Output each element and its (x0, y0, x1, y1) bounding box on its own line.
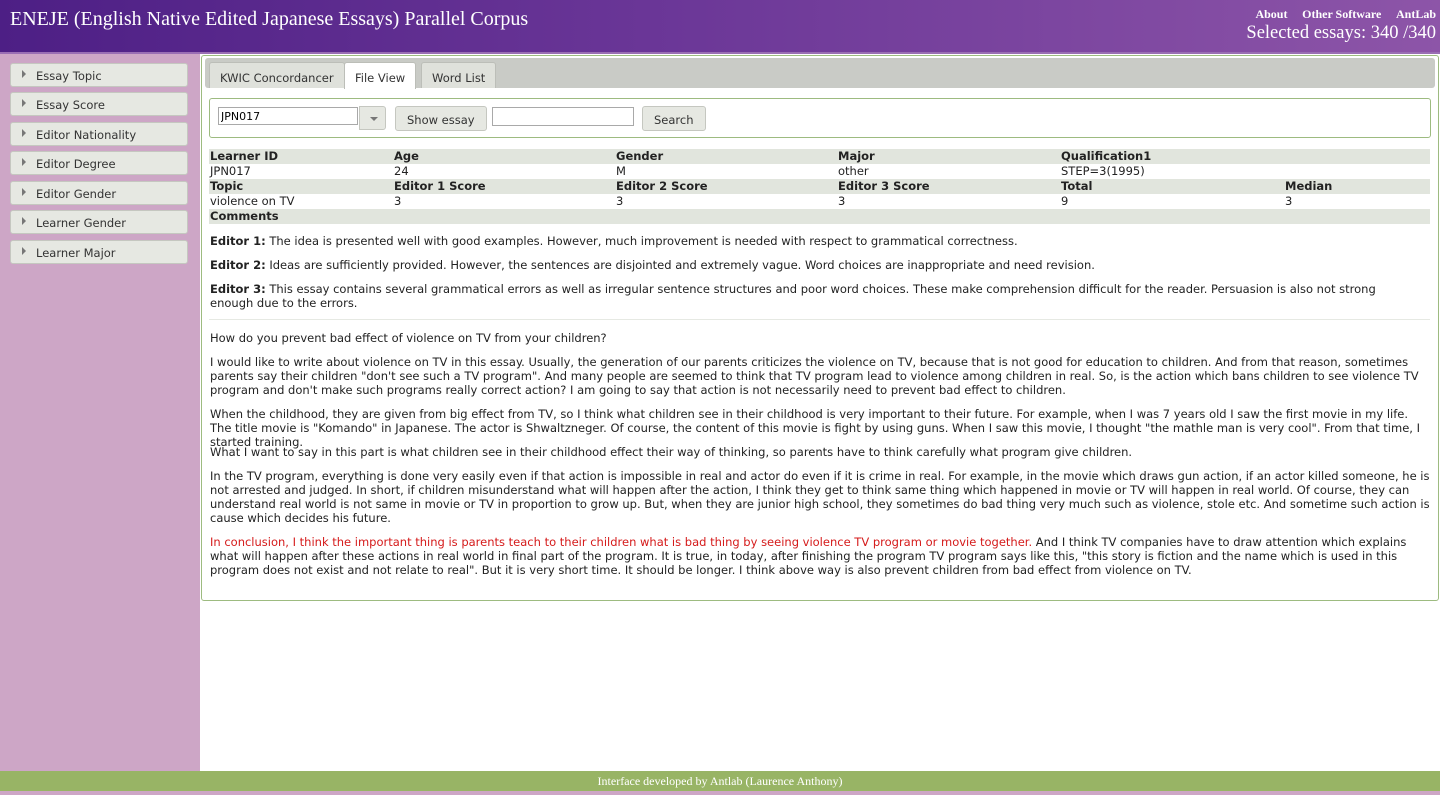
info-value-cell: other (838, 164, 869, 178)
info-value-cell: 24 (394, 164, 409, 178)
sidebar-item-label: Essay Score (36, 98, 105, 112)
info-header-cell: Topic (209, 179, 393, 194)
essay-paragraph-text: And I think TV companies have to draw attention which explains what will happen after these actions in real world in final part of the program. It is true, in today, after finishing the program TV program says like this, "this story is fiction and the name which is used in this program does not exist and not relate to real". But it is very short time. It should be longer. I think above way is also prevent children from bad effect from violence on TV. (210, 535, 1407, 577)
comments-header-row (209, 209, 1430, 224)
editor-comment-text: The idea is presented well with good examples. However, much improvement is needed with respect to grammatical correctness. (265, 234, 1018, 248)
info-value-cell: 3 (394, 194, 402, 208)
essay-paragraph (210, 535, 1430, 577)
info-header-cell: Editor 3 Score (837, 179, 1060, 194)
editor-comment (210, 234, 1420, 248)
editor-comments (209, 223, 1430, 320)
sidebar-item-label: Editor Nationality (36, 128, 137, 142)
essay-paragraph: How do you prevent bad effect of violence on TV from your children? (210, 331, 607, 345)
expand-arrow-icon (22, 129, 26, 137)
bottom-strip (0, 791, 1440, 795)
show-essay-button[interactable]: Show essay (395, 106, 487, 131)
sidebar-item-editor-gender[interactable] (10, 181, 188, 205)
tab-bar (205, 58, 1435, 88)
expand-arrow-icon (22, 70, 26, 78)
info-value-cell: STEP=3(1995) (1061, 164, 1145, 178)
about-link[interactable]: About (1255, 7, 1288, 21)
sidebar-item-learner-gender[interactable] (10, 210, 188, 234)
info-header-cell: Median (1284, 179, 1430, 194)
header-bar (0, 0, 1440, 54)
expand-arrow-icon (22, 99, 26, 107)
sidebar-item-label: Learner Gender (36, 216, 126, 230)
essay-paragraph: I would like to write about violence on TV in this essay. Usually, the generation of our parents criticizes the violence on TV, because that is not good for education to children. And from that reason, sometimes parents say their children "don't see such a TV program". And many people are seemed to think that TV program lead to violence among children in real. So, is the action which bans children to see violence TV program and don't make such programs really correct action? I am going to say that action is not necessarily need to prevent bad effect to children. (210, 355, 1419, 397)
selected-essays-count: Selected essays: 340 /340 (1246, 23, 1436, 43)
expand-arrow-icon (22, 188, 26, 196)
info-header-cell: Learner ID (209, 149, 393, 164)
essay-paragraph: In the TV program, everything is done very easily even if that action is impossible in real and actor do even if it is crime in real. For example, in the movie which draws gun action, if an actor killed someone, he is not arrested and judged. In short, if children misunderstand what will happen after the action, I think they get to think same thing which happened in movie or TV will happen in real world. Of course, they can understand real world is not same in movie or TV in proportion to grow up. But, when they are junior high school, they sometimes do bad thing very much such as violence, stole etc. And sometime such action is cause which decides his future. (210, 469, 1430, 525)
highlighted-sentence: In conclusion, I think the important thing is parents teach to their children what is bad thing by seeing violence TV program or movie together. (210, 535, 1033, 549)
footer: Interface developed by Antlab (Laurence Anthony) (0, 771, 1440, 791)
sidebar-item-editor-degree[interactable] (10, 151, 188, 175)
sidebar-item-editor-nationality[interactable] (10, 122, 188, 146)
editor-label: Editor 3: (210, 282, 266, 296)
info-value-row (209, 164, 1430, 179)
info-header-cell: Editor 1 Score (393, 179, 615, 194)
tab-kwic-concordancer[interactable]: KWIC Concordancer (209, 62, 345, 88)
essay-paragraph: When the childhood, they are given from big effect from TV, so I think what children see in their childhood is very important to their future. For example, when I was 7 years old I saw the first movie in my life. The title movie is "Komando" in Japanese. The actor is Shwaltzneger. Of course, the content of this movie is fight by using guns. When I saw this movie, I thought "the mathle man is very cool". From that time, I started training. (210, 407, 1420, 449)
essay-id-dropdown-button[interactable] (359, 106, 386, 130)
sidebar-item-label: Editor Degree (36, 157, 116, 171)
info-header-row (209, 179, 1430, 194)
editor-comment (210, 258, 1420, 272)
expand-arrow-icon (22, 217, 26, 225)
editor-label: Editor 1: (210, 234, 266, 248)
tab-word-list[interactable]: Word List (421, 62, 496, 88)
info-value-cell: 3 (1285, 194, 1293, 208)
info-header-cell: Editor 2 Score (615, 179, 837, 194)
expand-arrow-icon (22, 158, 26, 166)
info-value-cell: JPN017 (210, 164, 251, 178)
search-button[interactable]: Search (642, 106, 706, 131)
essay-info-table (209, 149, 1430, 224)
sidebar-item-essay-score[interactable] (10, 92, 188, 116)
editor-comment (210, 282, 1420, 310)
info-header-cell: Qualification1 (1060, 149, 1284, 164)
essay-id-combo-input[interactable] (218, 107, 358, 125)
tab-file-view[interactable]: File View (344, 62, 416, 89)
comments-header: Comments (209, 209, 1430, 224)
info-header-cell (1284, 149, 1430, 164)
info-value-cell (1284, 164, 1430, 179)
sidebar-item-label: Essay Topic (36, 69, 102, 83)
essay-paragraph: What I want to say in this part is what children see in their childhood effect their way of thinking, so parents have to think carefully what program give children. (210, 445, 1133, 459)
app-title: ENEJE (English Native Edited Japanese Essays) Parallel Corpus (10, 8, 529, 30)
sidebar-item-learner-major[interactable] (10, 240, 188, 264)
info-value-row (209, 194, 1430, 209)
info-value-cell: 3 (616, 194, 624, 208)
search-input[interactable] (492, 107, 634, 126)
editor-label: Editor 2: (210, 258, 266, 272)
antlab-link[interactable]: AntLab (1395, 7, 1436, 21)
editor-comment-text: This essay contains several grammatical errors as well as irregular sentence structures and poor word choices. These make comprehension difficult for the reader. Persuasion is also not strong enough due to the errors. (210, 282, 1376, 310)
info-value-cell: 3 (838, 194, 846, 208)
info-header-cell: Total (1060, 179, 1284, 194)
sidebar-item-essay-topic[interactable] (10, 63, 188, 87)
info-header-cell: Gender (615, 149, 837, 164)
info-header-row (209, 149, 1430, 164)
info-value-cell: M (616, 164, 626, 178)
chevron-down-icon (370, 117, 378, 121)
info-value-cell: 9 (1061, 194, 1069, 208)
info-header-cell: Major (837, 149, 1060, 164)
sidebar (0, 54, 200, 771)
editor-comment-text: Ideas are sufficiently provided. However, the sentences are disjointed and extremely vague. Word choices are inappropriate and need revision. (265, 258, 1095, 272)
info-value-cell: violence on TV (210, 194, 295, 208)
sidebar-item-label: Learner Major (36, 246, 116, 260)
sidebar-item-label: Editor Gender (36, 187, 117, 201)
header-links (1244, 7, 1436, 22)
info-header-cell: Age (393, 149, 615, 164)
expand-arrow-icon (22, 247, 26, 255)
other-software-link[interactable]: Other Software (1302, 7, 1382, 21)
essay-search-box (209, 98, 1431, 138)
